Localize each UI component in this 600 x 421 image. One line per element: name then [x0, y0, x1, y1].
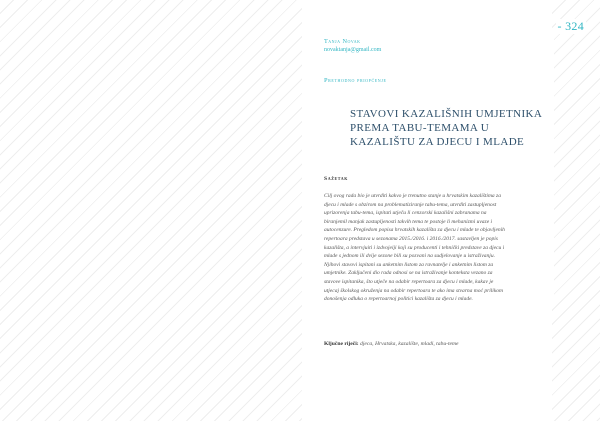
abstract-line: Njihovi stavovi ispitani su anketnim listom za ravnatelje i anketnim listom za: [324, 261, 494, 268]
article-category: Prethodno priopćenje: [324, 77, 387, 84]
abstract-line: donošenja odluka o repertoarnoj politici kazališta za djecu i mlade.: [324, 296, 473, 303]
keywords-text: djeca, Hrvatska, kazalište, mladi, tabu-teme: [360, 341, 459, 347]
title-line: PREMA TABU-TEMAMA U: [350, 122, 490, 134]
summary-heading: Sažetak: [324, 176, 348, 182]
article-title: [350, 107, 554, 149]
title-line: STAVOVI KAZALIŠNIH UMJETNIKA: [350, 108, 543, 120]
author-name: Tanja Novak: [324, 38, 361, 45]
abstract-line: biranjemil manjak zastupljenosti takvih tema te postoje li mehanizmi uvaze i: [324, 218, 493, 225]
abstract-line: repertoara predstava u sezonama 2015./2016. i 2016./2017. sastavljen je popis: [324, 235, 498, 242]
keywords: [324, 340, 554, 348]
abstract-line: Cilj ovog rada bio je utvrditi kakvo je trenutno stanje u hrvatskim kazalištima za: [324, 193, 501, 199]
title-line: KAZALIŠTU ZA DJECU I MLADE: [350, 136, 525, 148]
abstract-line: djecu i mlade s obzirom na problematiziranje tabu-tema, utvrditi zastupljenost: [324, 201, 497, 208]
abstract-line: stavove ispitanika, što utječe na odabir repertoara za djecu i mlade, kakav je: [324, 278, 494, 285]
author-email: novaktanja@gmail.com: [324, 47, 382, 53]
abstract-line: uprizorenja tabu-tema, ispitati utječu li cenzorski kazališni zabranama na: [324, 210, 487, 217]
article-header: [324, 38, 554, 304]
keywords-label: Ključne riječi:: [324, 341, 359, 347]
abstract-line: kazališta, a intervjuiti i izdvojeiji koji su producenti i tehnički predstave za djecu i: [324, 244, 505, 251]
abstract-line: mlade s jednom ili dvije sezone bili su pozvani na sudjelovanje u istraživanju.: [324, 253, 495, 260]
abstract-text: [324, 192, 556, 304]
abstract-line: utjecaj školskog okruženja na odabir repertoara te ako ima stvarna moć prilikom: [324, 287, 503, 294]
page-number: - 324: [557, 19, 584, 33]
abstract-line: autocenzure. Pregledom popisa hrvatskih kazališta za djecu i mlade te objavljenih: [324, 227, 505, 234]
decorative-hatch-right: [552, 0, 600, 421]
abstract-line: umjetnike. Zaključeni dio rada odnosi se na istraživanje konteksta vezano za: [324, 270, 493, 277]
